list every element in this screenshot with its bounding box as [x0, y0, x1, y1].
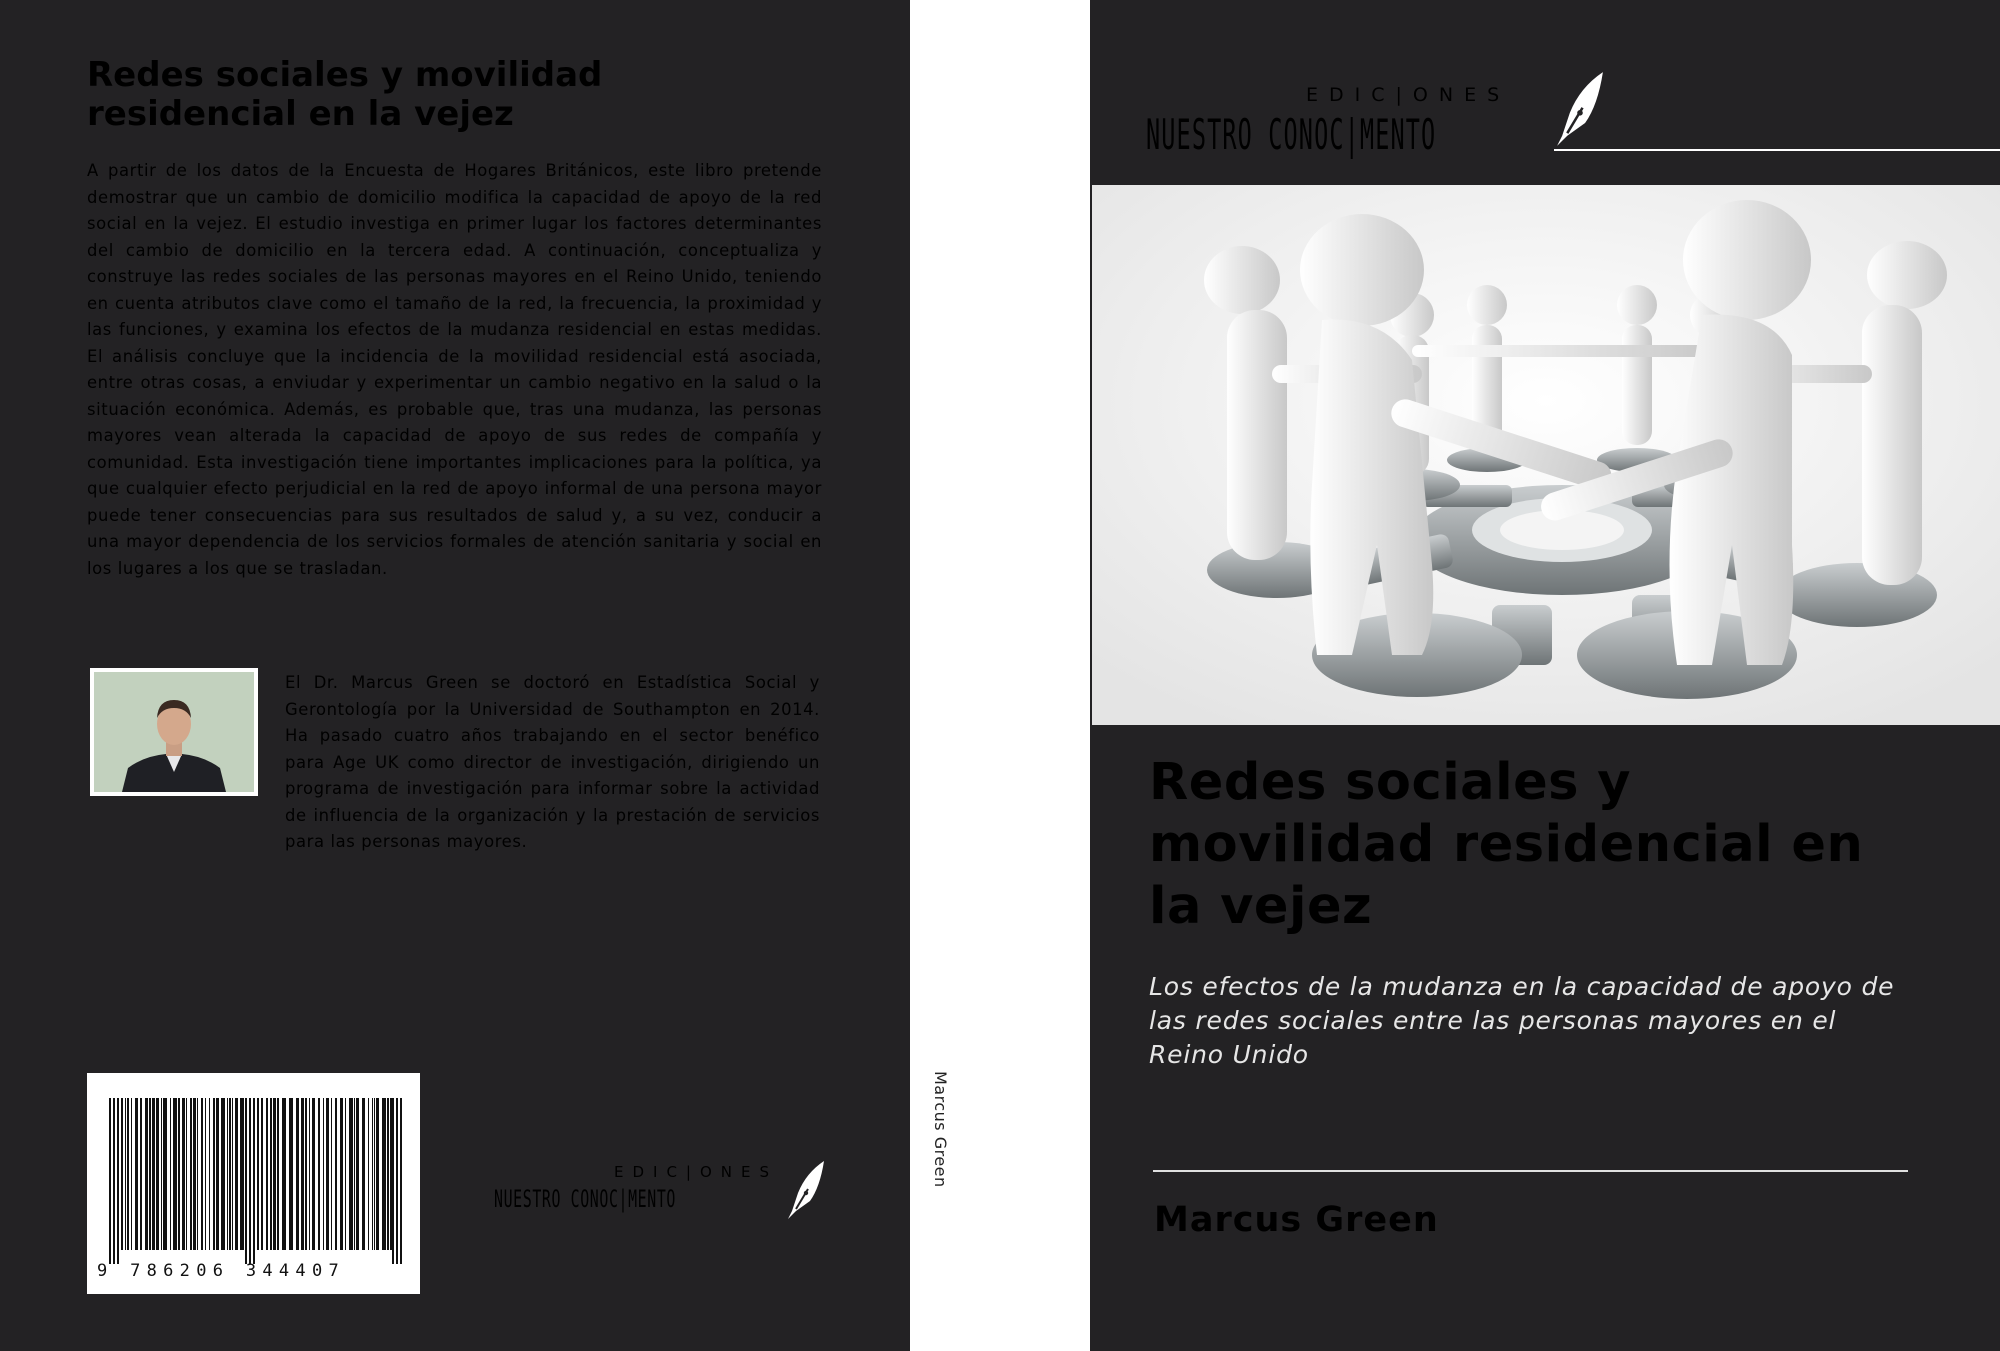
- publisher-logo-line2: NUESTRO CONOC|MENTO: [1146, 110, 1437, 159]
- front-cover-title: Redes sociales y movilidad residencial en la vejez: [1149, 753, 1864, 936]
- front-cover-rule: [1153, 1170, 1908, 1172]
- fountain-pen-nib-icon: [1552, 66, 1608, 152]
- fountain-pen-nib-icon: [784, 1159, 828, 1221]
- publisher-logo-rule: [1554, 149, 2000, 151]
- author-photo: [90, 668, 258, 796]
- back-cover-blurb: A partir de los datos de la Encuesta de Hogares Británicos, este libro pretende demostrar que un cambio de domicilio modifica la capacidad de apoyo de la red social en la vejez. El estudio investiga en primer lugar los factores determinantes del cambio de domicilio en la tercera edad. A continuación, conceptualiza y construye las redes sociales de las personas mayores en el Reino Unido, teniendo en cuenta atributos clave como el tamaño de la red, la frecuencia, la proximidad y las funciones, y examina los efectos de la mudanza residencial en estas medidas. El análisis concluye que la incidencia de la movilidad residencial está asociada, entre otras cosas, a enviudar y experimentar un cambio negativo en la salud o la situación económica. Además, es probable que, tras una mudanza, las personas mayores vean alterada la capacidad de apoyo de sus redes de compañía y comunidad. Esta investigación tiene importantes implicaciones para la política, ya que cualquier efecto perjudicial en la red de apoyo informal de una persona mayor puede tener consecuencias para sus resultados de salud y, a su vez, conducir a una mayor dependencia de los servicios formales de atención sanitaria y social en los lugares a los que se trasladan.: [87, 161, 822, 578]
- cover-illustration: [1092, 185, 2000, 725]
- publisher-logo-line1: EDIC|ONES: [614, 1163, 779, 1181]
- isbn-barcode: [87, 1073, 420, 1294]
- back-cover-title: Redes sociales y movilidad residencial en la vejez: [87, 55, 603, 134]
- publisher-logo-line2: NUESTRO CONOC|MENTO: [494, 1185, 676, 1213]
- publisher-logo-line1: EDIC|ONES: [1306, 84, 1511, 106]
- isbn-digits: 9 786206 344407: [97, 1261, 346, 1281]
- spine-author: Marcus Green: [931, 1071, 950, 1188]
- front-cover-subtitle: Los efectos de la mudanza en la capacidad de apoyo de las redes sociales entre las personas mayores en el Reino Unido: [1149, 972, 1895, 1069]
- author-biography: El Dr. Marcus Green se doctoró en Estadística Social y Gerontología por la Universidad de Southampton en 2014. Ha pasado cuatro años trabajando en el sector benéfico para Age UK como director de investigación, dirigiendo un programa de investigación para informar sobre la actividad de influencia de la organización y la prestación de servicios para las personas mayores.: [285, 673, 820, 851]
- front-cover-author: Marcus Green: [1154, 1200, 1439, 1240]
